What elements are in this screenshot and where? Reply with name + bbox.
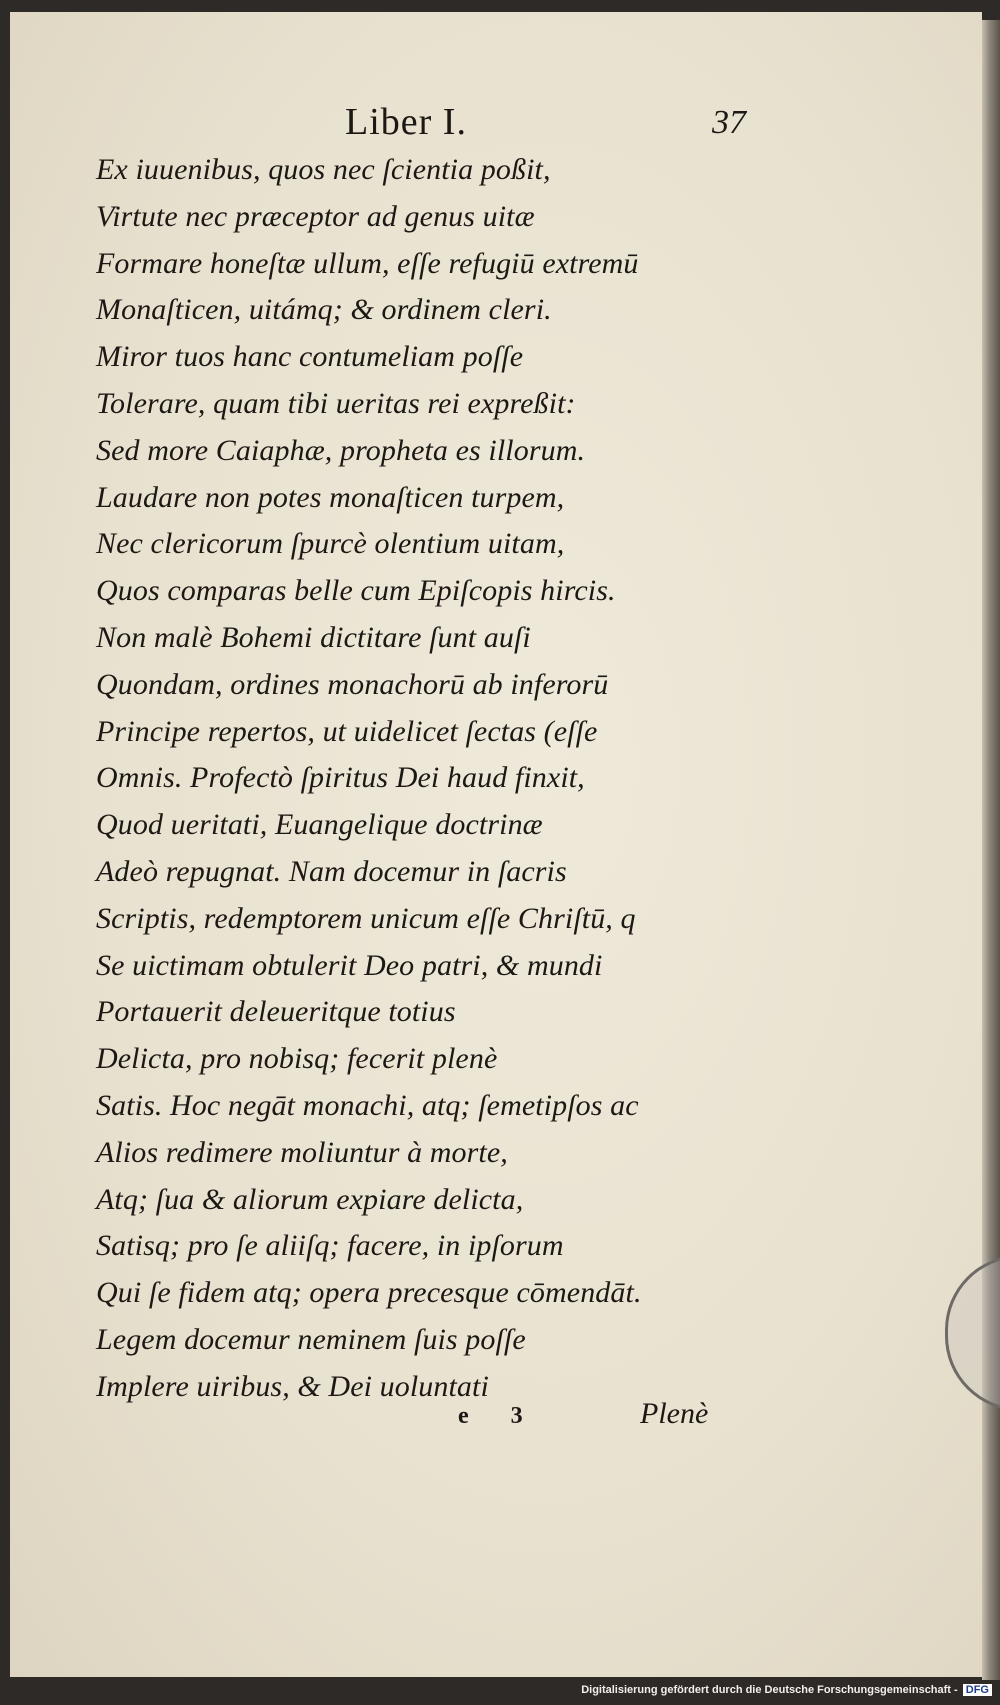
text-line: Miror tuos hanc contumeliam poſſe [96, 340, 524, 374]
text-line: Tolerare, quam tibi ueritas rei expreßit: [96, 386, 576, 420]
page-edge [982, 20, 1000, 1680]
text-line: Omnis. Profectò ſpiritus Dei haud finxit, [96, 761, 585, 795]
text-line: Quondam, ordines monachorū ab inferorū [96, 667, 609, 701]
text-line: Nec clericorum ſpurcè olentium uitam, [96, 527, 565, 561]
catchword: Plenè [640, 1397, 709, 1430]
text-line: Sed more Caiaphæ, propheta es illorum. [96, 433, 586, 467]
running-head: Liber I. [345, 101, 467, 143]
text-line: Quod ueritati, Euangelique doctrinæ [96, 808, 543, 842]
text-line: Legem docemur neminem ſuis poſſe [96, 1322, 526, 1356]
text-line: Adeò repugnat. Nam docemur in ſacris [96, 854, 567, 888]
text-line: Alios redimere moliuntur à morte, [96, 1135, 508, 1169]
text-body [96, 147, 796, 1411]
text-line: Formare honeſtæ ullum, eſſe refugiū extremū [96, 246, 639, 280]
page-header [330, 100, 780, 150]
text-line: Delicta, pro nobisq; fecerit plenè [96, 1042, 498, 1076]
text-line: Non malè Bohemi dictitare ſunt auſi [96, 620, 531, 654]
digitization-credit [581, 1684, 992, 1696]
text-line: Portauerit deleueritque totius [96, 995, 456, 1029]
text-line: Virtute nec præceptor ad genus uitæ [96, 199, 535, 233]
text-line: Scriptis, redemptorem unicum eſſe Chriſtū, q [96, 901, 636, 935]
text-line: Qui ſe fidem atq; opera precesque cōmendāt. [96, 1276, 642, 1310]
dfg-logo: DFG [963, 1684, 992, 1696]
text-line: Satisq; pro ſe aliiſq; facere, in ipſorum [96, 1229, 564, 1263]
credit-text: Digitalisierung gefördert durch die Deutsche Forschungsgemeinschaft - [581, 1684, 958, 1696]
text-line: Satis. Hoc negāt monachi, atq; ſemetipſos ac [96, 1088, 639, 1122]
text-line: Quos comparas belle cum Epiſcopis hircis. [96, 574, 616, 608]
text-line: Atq; ſua & aliorum expiare delicta, [96, 1182, 524, 1216]
text-line: Laudare non potes monaſticen turpem, [96, 480, 565, 514]
text-line: Ex iuuenibus, quos nec ſcientia poßit, [96, 153, 551, 186]
page-footer [440, 1395, 780, 1445]
text-line: Implere uiribus, & Dei uoluntati [96, 1369, 489, 1403]
text-line: Monaſticen, uitámq; & ordinem cleri. [96, 293, 552, 327]
page-number: 37 [712, 104, 746, 141]
text-line: Principe repertos, ut uidelicet ſectas (eſſe [96, 714, 598, 748]
text-line: Se uictimam obtulerit Deo patri, & mundi [96, 948, 603, 982]
signature-mark: e 3 [458, 1403, 541, 1429]
